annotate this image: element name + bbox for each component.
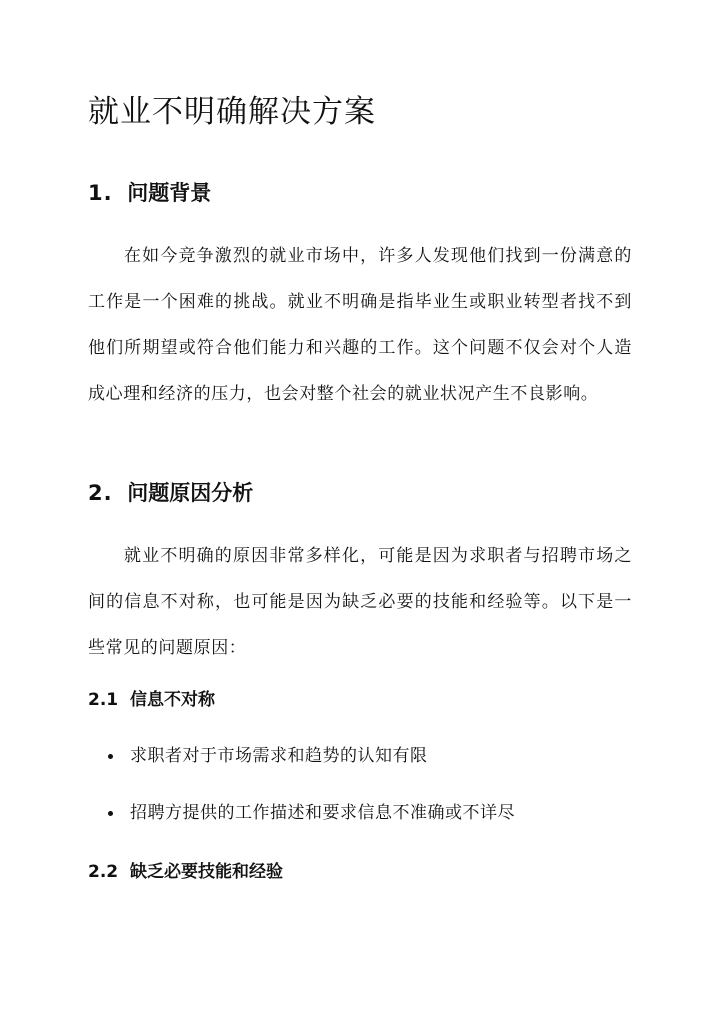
subsection-2-1-heading bbox=[88, 685, 215, 710]
subsection-2-1-bullet-list bbox=[88, 742, 648, 856]
subsection-title: 缺乏必要技能和经验 bbox=[129, 862, 283, 882]
section-1-heading bbox=[88, 177, 211, 207]
section-1-paragraph: 在如今竞争激烈的就业市场中，许多人发现他们找到一份满意的工作是一个困难的挑战。就业不明确是指毕业生或职业转型者找不到他们所期望或符合他们能力和兴趣的工作。这个问题不仅会对个人造成心理和经济的压力，也会对整个社会的就业状况产生不良影响。 bbox=[88, 246, 632, 404]
list-item-text: 求职者对于市场需求和趋势的认知有限 bbox=[130, 746, 428, 766]
document-title: 就业不明确解决方案 bbox=[88, 94, 376, 130]
bullet-icon bbox=[108, 811, 113, 816]
list-item bbox=[88, 742, 648, 799]
bullet-icon bbox=[108, 754, 113, 759]
section-number: 1. bbox=[88, 181, 113, 205]
subsection-2-2-heading bbox=[88, 857, 283, 882]
list-item-text: 招聘方提供的工作描述和要求信息不准确或不详尽 bbox=[130, 803, 515, 823]
subsection-title: 信息不对称 bbox=[129, 690, 215, 710]
section-number: 2. bbox=[88, 481, 113, 505]
subsection-number: 2.2 bbox=[88, 862, 119, 882]
list-item bbox=[88, 799, 648, 856]
subsection-number: 2.1 bbox=[88, 690, 119, 710]
section-2-paragraph: 就业不明确的原因非常多样化，可能是因为求职者与招聘市场之间的信息不对称，也可能是因为缺乏必要的技能和经验等。以下是一些常见的问题原因： bbox=[88, 546, 632, 658]
section-title: 问题背景 bbox=[127, 181, 212, 205]
section-title: 问题原因分析 bbox=[127, 481, 254, 505]
section-2-heading bbox=[88, 477, 253, 507]
